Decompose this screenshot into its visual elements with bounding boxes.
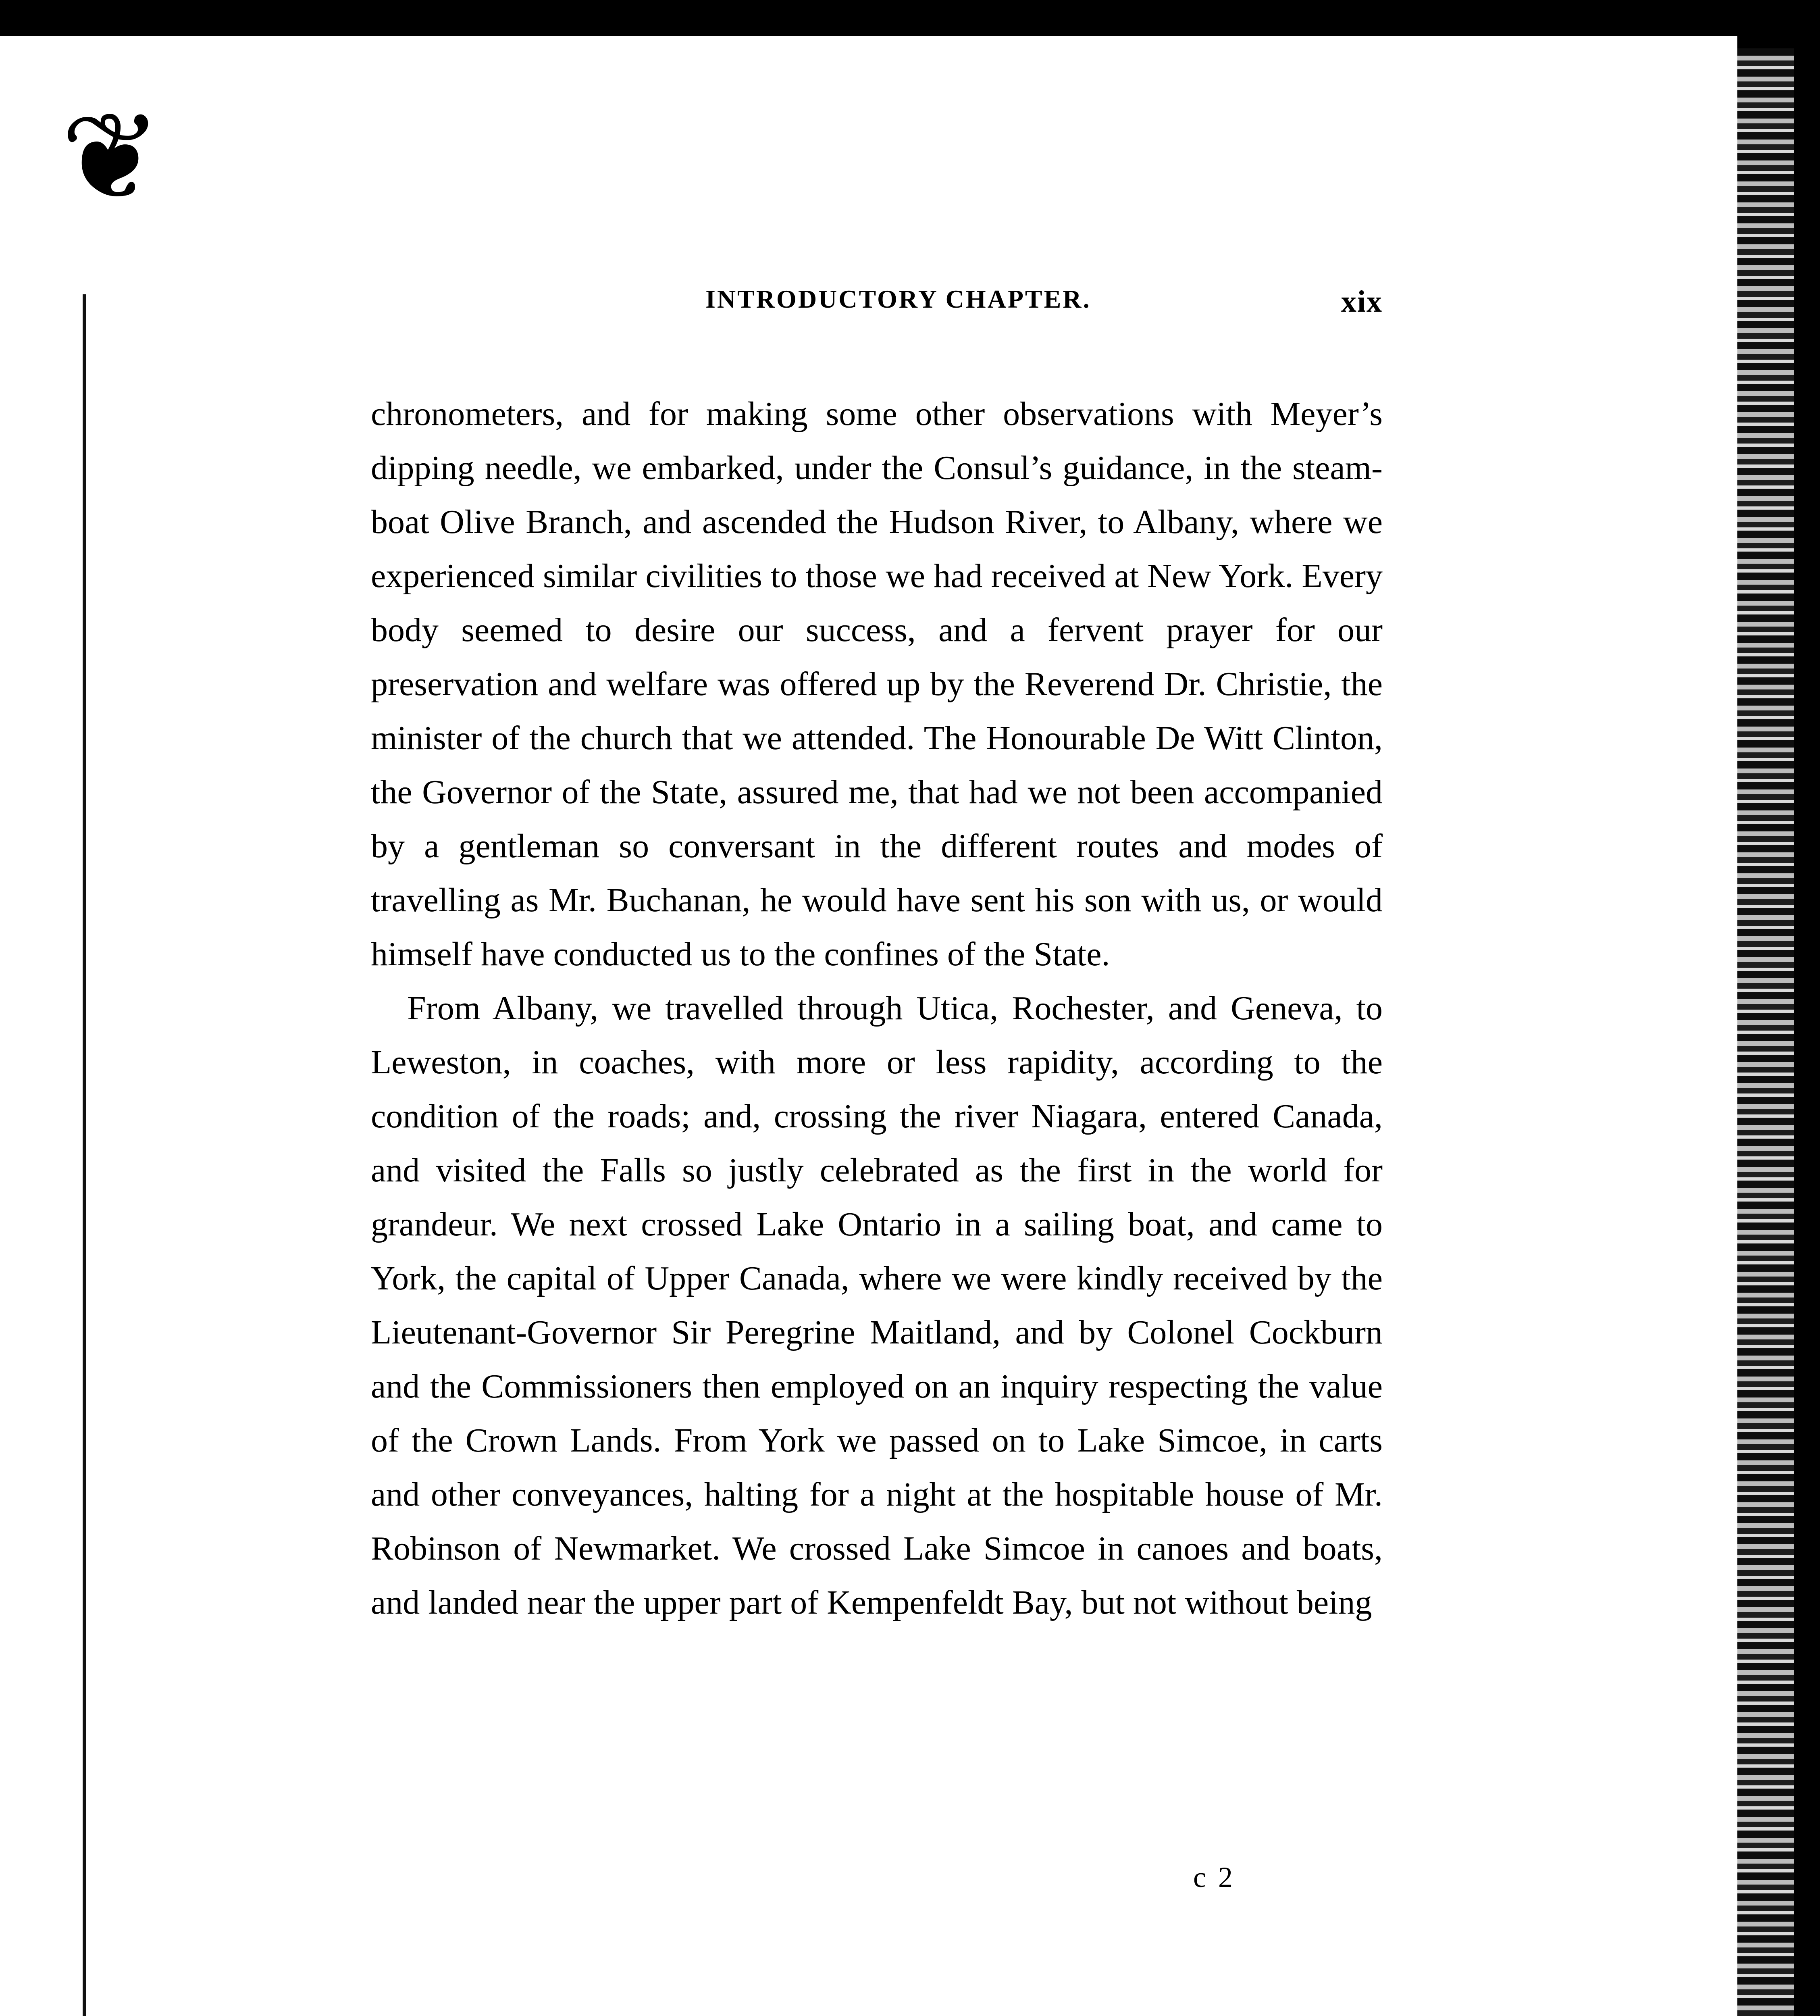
running-title: INTRODUCTORY CHAPTER. [705,285,1091,313]
printer-ornament-icon: ❦ [60,87,162,227]
scan-edge [1737,48,1794,2016]
signature-mark: c 2 [1193,1861,1235,1893]
body-text [371,387,1383,1630]
page-number: xix [1341,285,1383,319]
book-page [0,36,1737,2016]
page-header [371,284,1383,333]
paragraph-2: From Albany, we travelled through Utica, Rochester, and Geneva, to Leweston, in coaches, with more or less rapidity, according to the condition of the roads; and, crossing the river Niagara, entered Canada, and visited the Falls so justly celebrated as the first in the world for grandeur. We next crossed Lake Ontario in a sailing boat, and came to York, the capital of Upper Canada, where we were kindly received by the Lieutenant-Governor Sir Peregrine Maitland, and by Colonel Cockburn and the Commissioners then employed on an inquiry respecting the value of the Crown Lands. From York we passed on to Lake Simcoe, in carts and other conveyances, halting for a night at the hospitable house of Mr. Robinson of Newmarket. We crossed Lake Simcoe in canoes and boats, and landed near the upper part of Kempenfeldt Bay, but not without being [371,989,1383,1621]
gutter-rule [83,294,86,2016]
paragraph-1: chronometers, and for making some other observations with Meyer’s dipping needle, we embarked, under the Consul’s guidance, in the steam-boat Olive Branch, and ascended the Hudson River, to Albany, where we experienced similar civilities to those we had received at New York. Every body seemed to desire our success, and a fervent prayer for our preservation and welfare was offered up by the Reverend Dr. Christie, the minister of the church that we attended. The Honourable De Witt Clinton, the Governor of the State, assured me, that had we not been accompanied by a gentleman so conversant in the different routes and modes of travelling as Mr. Buchanan, he would have sent his son with us, or would himself have conducted us to the confines of the State. [371,395,1383,973]
